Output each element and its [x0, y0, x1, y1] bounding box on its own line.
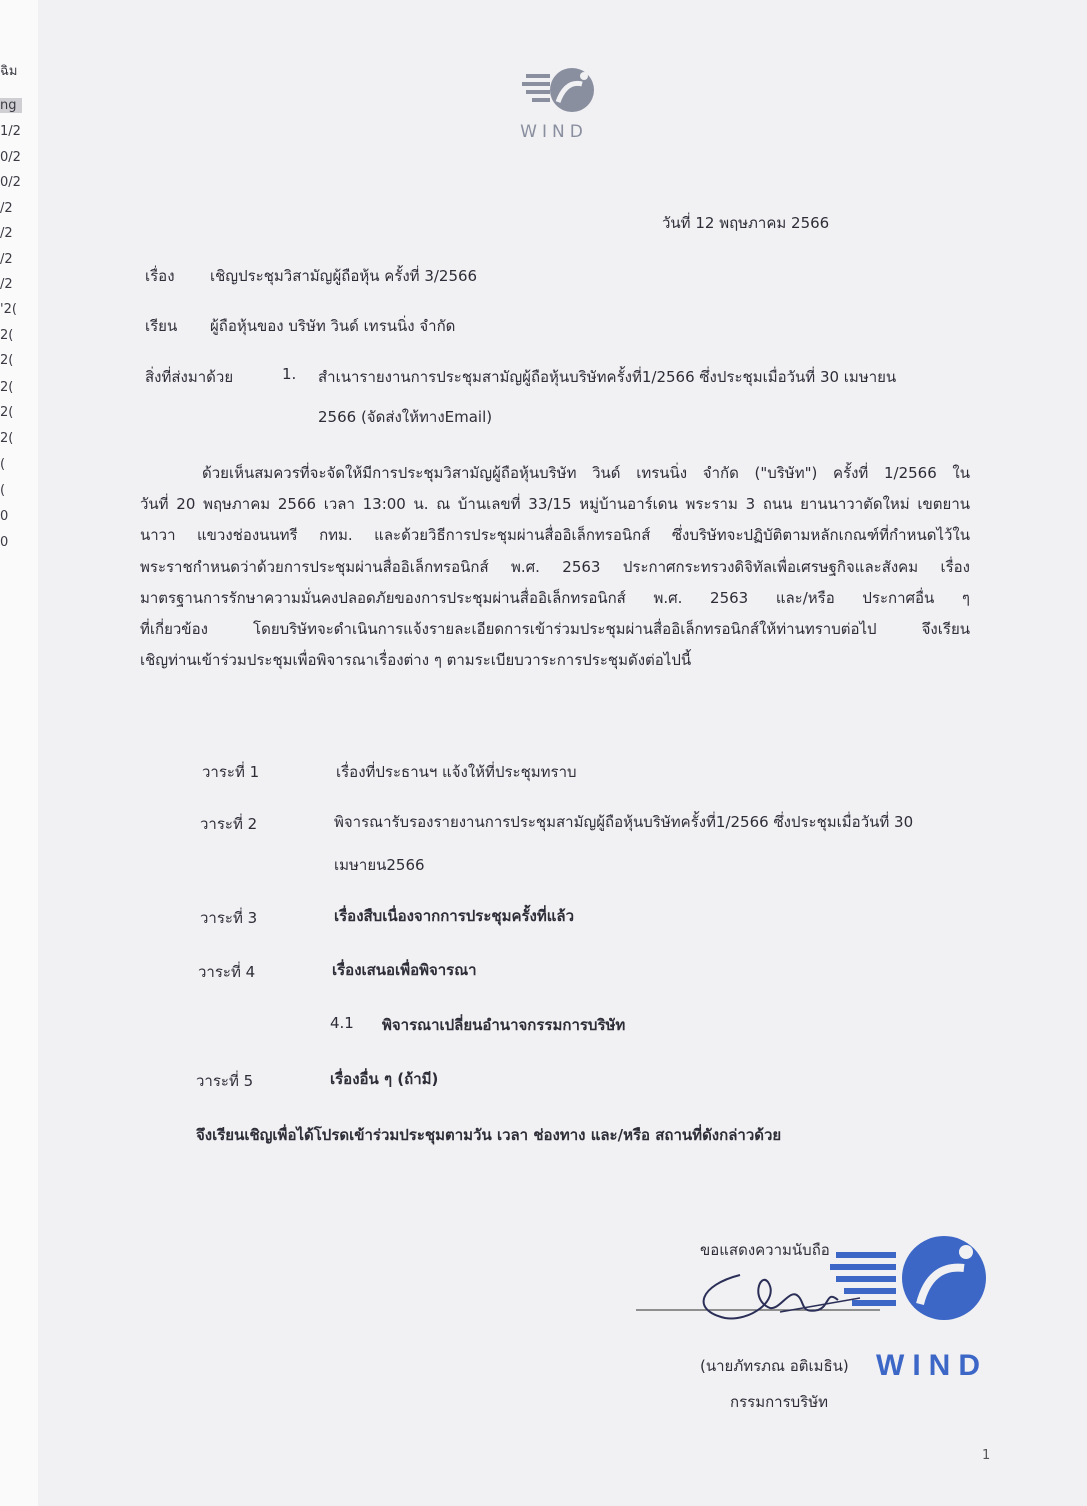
- stamp-wordmark: WIND: [876, 1349, 988, 1382]
- handwritten-signature: [704, 1275, 838, 1318]
- underlying-text-fragment: ฉิม: [0, 64, 18, 79]
- regards: ขอแสดงความนับถือ: [700, 1241, 830, 1259]
- agenda-label: วาระที่ 5: [196, 1072, 254, 1090]
- agenda-text-continued: เมษายน2566: [334, 856, 425, 874]
- subject-text: เชิญประชุมวิสามัญผู้ถือหุ้น ครั้งที่ 3/2566: [210, 267, 478, 285]
- underlying-text-fragment: 2(: [0, 431, 14, 446]
- closing-sentence: จึงเรียนเชิญเพื่อได้โปรดเข้าร่วมประชุมตามวัน เวลา ช่องทาง และ/หรือ สถานที่ดังกล่าวด้วย: [196, 1126, 782, 1144]
- underlying-text-fragment: 0: [0, 509, 9, 524]
- underlying-text-fragment: /2: [0, 226, 13, 241]
- recipient-text: ผู้ถือหุ้นของ บริษัท วินด์ เทรนนิ่ง จำกัด: [210, 317, 456, 335]
- agenda-label: วาระที่ 1: [202, 763, 260, 781]
- agenda-label: วาระที่ 3: [200, 909, 258, 927]
- signatory-name: (นายภัทรภณ อติเมธิน): [700, 1357, 849, 1375]
- agenda-label: วาระที่ 2: [200, 815, 258, 833]
- agenda-text: เรื่องอื่น ๆ (ถ้ามี): [330, 1070, 439, 1088]
- underlying-page-text: [0, 0, 30, 560]
- underlying-text-fragment: 0/2: [0, 175, 21, 190]
- letter-date: วันที่ 12 พฤษภาคม 2566: [662, 214, 830, 232]
- body-line: เชิญท่านเข้าร่วมประชุมเพื่อพิจารณาเรื่องต่าง ๆ ตามระเบียบวาระการประชุมดังต่อไปนี้: [140, 651, 692, 670]
- underlying-text-fragment: 2(: [0, 328, 14, 343]
- body-line: ที่เกี่ยวข้อง โดยบริษัทจะดำเนินการแจ้งรายละเอียดการเข้าร่วมประชุมผ่านสื่ออิเล็กทรอนิกส์ให้ท่านทราบต่อไป จึงเรียน: [140, 620, 970, 639]
- underlying-text-fragment: /2: [0, 252, 13, 267]
- wind-stamp-icon: [830, 1236, 986, 1320]
- sub-agenda-text: พิจารณาเปลี่ยนอำนาจกรรมการบริษัท: [382, 1016, 626, 1034]
- underlying-text-fragment: /2: [0, 277, 13, 292]
- underlying-page-edge: [0, 0, 39, 1506]
- underlying-text-fragment: 0/2: [0, 150, 21, 165]
- underlying-text-fragment: 2(: [0, 380, 14, 395]
- recipient-label: เรียน: [145, 317, 178, 335]
- signatory-position: กรรมการบริษัท: [730, 1393, 828, 1411]
- body-line: พระราชกำหนดว่าด้วยการประชุมผ่านสื่ออิเล็กทรอนิกส์ พ.ศ. 2563 ประกาศกระทรวงดิจิทัลเพื่อเศรษฐกิจและสังคม เรื่อง: [140, 557, 970, 576]
- body-line: มาตรฐานการรักษาความมั่นคงปลอดภัยของการประชุมผ่านสื่ออิเล็กทรอนิกส์ พ.ศ. 2563 และ/หรือ ประกาศอื่น ๆ: [140, 588, 970, 607]
- agenda-text: เรื่องที่ประธานฯ แจ้งให้ที่ประชุมทราบ: [336, 763, 577, 781]
- agenda-text: พิจารณารับรองรายงานการประชุมสามัญผู้ถือหุ้นบริษัทครั้งที่1/2566 ซึ่งประชุมเมื่อวันที่ 30: [334, 813, 914, 831]
- agenda-text: เรื่องเสนอเพื่อพิจารณา: [332, 961, 477, 979]
- enclosure-number: 1.: [282, 365, 297, 383]
- underlying-text-fragment: 2(: [0, 405, 14, 420]
- logo-wordmark: WIND: [520, 122, 588, 142]
- body-line: นาวา แขวงช่องนนทรี กทม. และด้วยวิธีการประชุมผ่านสื่ออิเล็กทรอนิกส์ ซึ่งบริษัทจะปฏิบัติตามหลักเกณฑ์ที่กำหนดไว้ใน: [140, 526, 970, 545]
- body-line: ด้วยเห็นสมควรที่จะจัดให้มีการประชุมวิสามัญผู้ถือหุ้นบริษัท วินด์ เทรนนิ่ง จำกัด ("บริษัท") ครั้งที่ 1/2566 ใน: [202, 464, 970, 482]
- sub-agenda-number: 4.1: [330, 1014, 354, 1032]
- underlying-text-fragment: (: [0, 457, 6, 472]
- underlying-text-fragment: ng: [0, 98, 22, 113]
- underlying-text-fragment: '2(: [0, 302, 17, 317]
- agenda-text: เรื่องสืบเนื่องจากการประชุมครั้งที่แล้ว: [334, 907, 575, 925]
- underlying-text-fragment: (: [0, 483, 6, 498]
- underlying-text-fragment: 2(: [0, 353, 14, 368]
- subject-label: เรื่อง: [145, 267, 175, 285]
- page-number: 1: [982, 1448, 991, 1463]
- underlying-text-fragment: 0: [0, 535, 9, 550]
- enclosure-line-1: สำเนารายงานการประชุมสามัญผู้ถือหุ้นบริษัทครั้งที่1/2566 ซึ่งประชุมเมื่อวันที่ 30 เมษายน: [318, 368, 897, 386]
- enclosure-label: สิ่งที่ส่งมาด้วย: [145, 368, 234, 386]
- wind-logo-icon: [522, 62, 596, 118]
- underlying-text-fragment: 1/2: [0, 124, 21, 139]
- underlying-text-fragment: /2: [0, 201, 13, 216]
- body-paragraph: [140, 458, 970, 676]
- agenda-label: วาระที่ 4: [198, 963, 256, 981]
- body-line: วันที่ 20 พฤษภาคม 2566 เวลา 13:00 น. ณ บ้านเลขที่ 33/15 หมู่บ้านอาร์เดน พระราม 3 ถนน ยานนาวาตัดใหม่ เขตยาน: [140, 495, 970, 514]
- enclosure-line-2: 2566 (จัดส่งให้ทางEmail): [318, 408, 493, 426]
